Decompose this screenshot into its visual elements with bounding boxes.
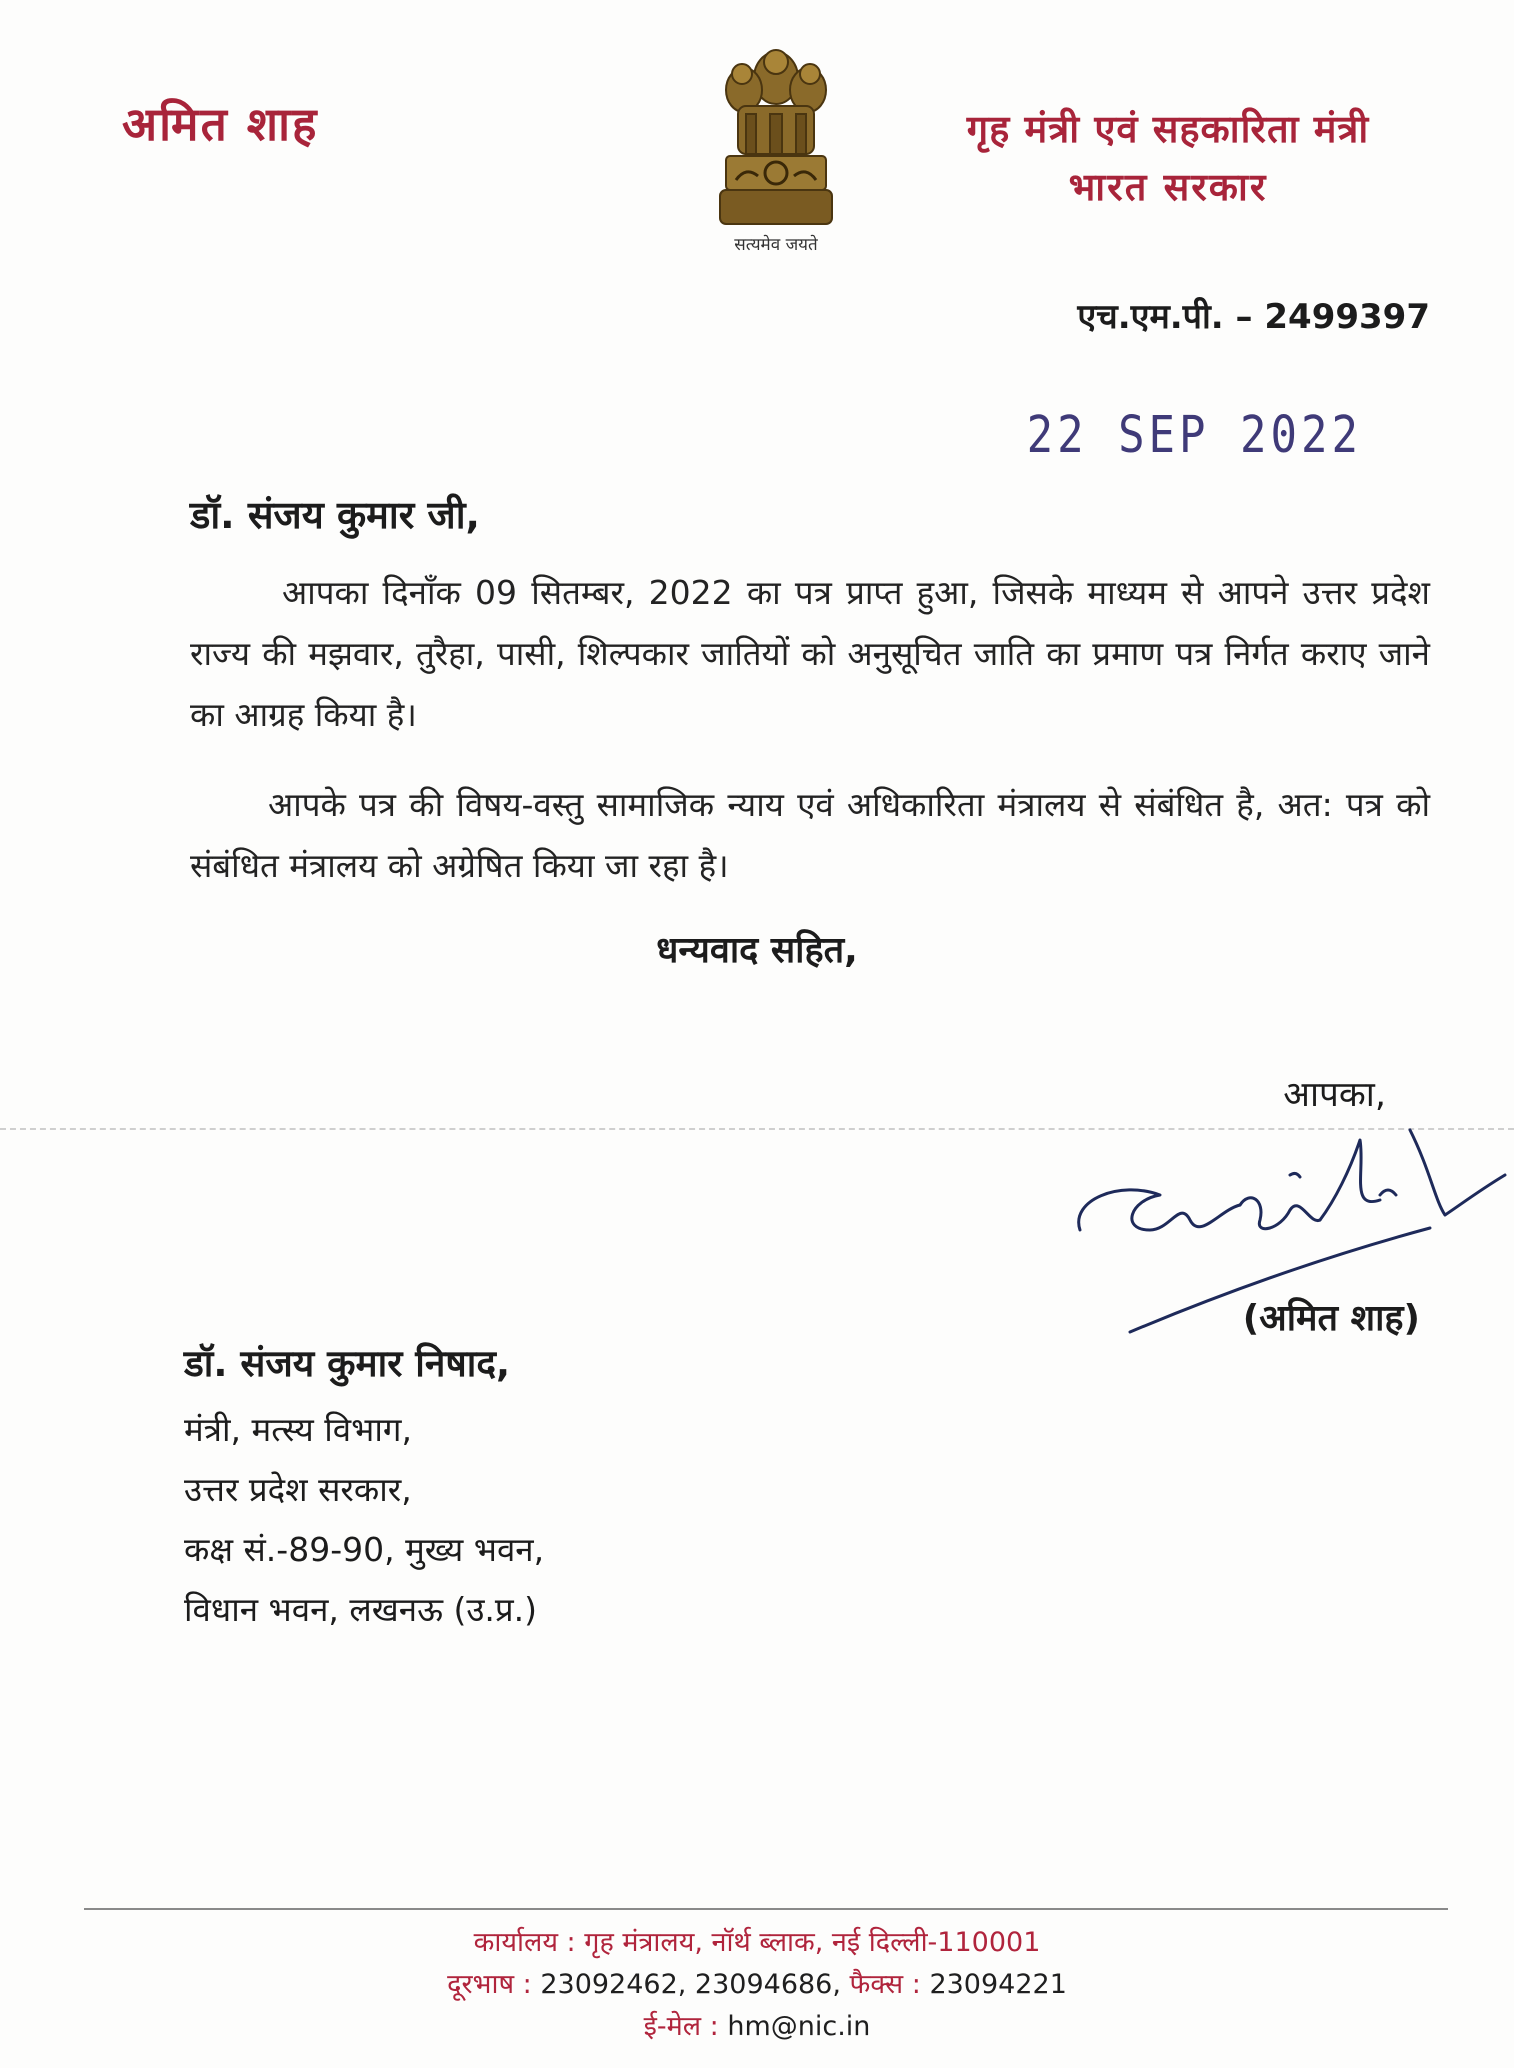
lion-capital-emblem-icon: [716, 40, 836, 230]
addressee-name: डॉ. संजय कुमार निषाद,: [184, 1342, 511, 1385]
letterhead-name: अमित शाह: [122, 97, 319, 151]
footer-fax-label: फैक्स :: [849, 1969, 921, 2000]
address-line: उत्तर प्रदेश सरकार,: [184, 1470, 412, 1509]
closing-line: धन्यवाद सहित,: [656, 930, 858, 971]
address-line: कक्ष सं.-89-90, मुख्य भवन,: [184, 1530, 545, 1569]
address-line: विधान भवन, लखनऊ (उ.प्र.): [184, 1590, 538, 1629]
footer-contact: [0, 1922, 1514, 2048]
body-paragraph-2: आपके पत्र की विषय-वस्तु सामाजिक न्याय एवं अधिकारिता मंत्रालय से संबंधित है, अत: पत्र को संबंधित मंत्रालय को अग्रेषित किया जा रहा है।: [190, 785, 1430, 885]
footer-email: [0, 2006, 1514, 2048]
emblem-motto: सत्यमेव जयते: [734, 235, 818, 255]
valediction: आपका,: [1283, 1075, 1386, 1115]
footer-office-value: गृह मंत्रालय, नॉर्थ ब्लाक, नई दिल्ली-110001: [584, 1927, 1041, 1958]
body-paragraph-1: आपका दिनाँक 09 सितम्बर, 2022 का पत्र प्राप्त हुआ, जिसके माध्यम से आपने उत्तर प्रदेश राज्य की मझवार, तुरैहा, पासी, शिल्पकार जातियों को अनुसूचित जाति का प्रमाण पत्र निर्गत कराए जाने का आग्रह किया है।: [190, 573, 1430, 734]
addressee-address: [184, 1400, 544, 1640]
footer-office: [0, 1922, 1514, 1964]
salutation: डॉ. संजय कुमार जी,: [190, 493, 480, 537]
reference-number: एच.एम.पी. – 2499397: [1077, 297, 1430, 337]
footer-phone-label: दूरभाष :: [447, 1969, 532, 2000]
footer-office-label: कार्यालय :: [473, 1927, 576, 1958]
date-stamp: 22 SEP 2022: [1026, 406, 1362, 465]
footer-email-value: hm@nic.in: [727, 2011, 871, 2042]
letterhead-designation: गृह मंत्री एवं सहकारिता मंत्री: [966, 106, 1370, 151]
footer-phone-value: 23092462, 23094686,: [540, 1969, 841, 2000]
footer-phone: [0, 1964, 1514, 2006]
footer-divider: [84, 1908, 1448, 1910]
letterhead-designation-block: [908, 100, 1428, 216]
address-line: मंत्री, मत्स्य विभाग,: [184, 1410, 412, 1449]
footer-email-label: ई-मेल :: [643, 2011, 719, 2042]
national-emblem: [706, 40, 846, 270]
footer-fax-value: 23094221: [929, 1969, 1067, 2000]
signer-name: (अमित शाह): [1242, 1298, 1420, 1339]
letterhead-government: भारत सरकार: [1068, 164, 1268, 209]
